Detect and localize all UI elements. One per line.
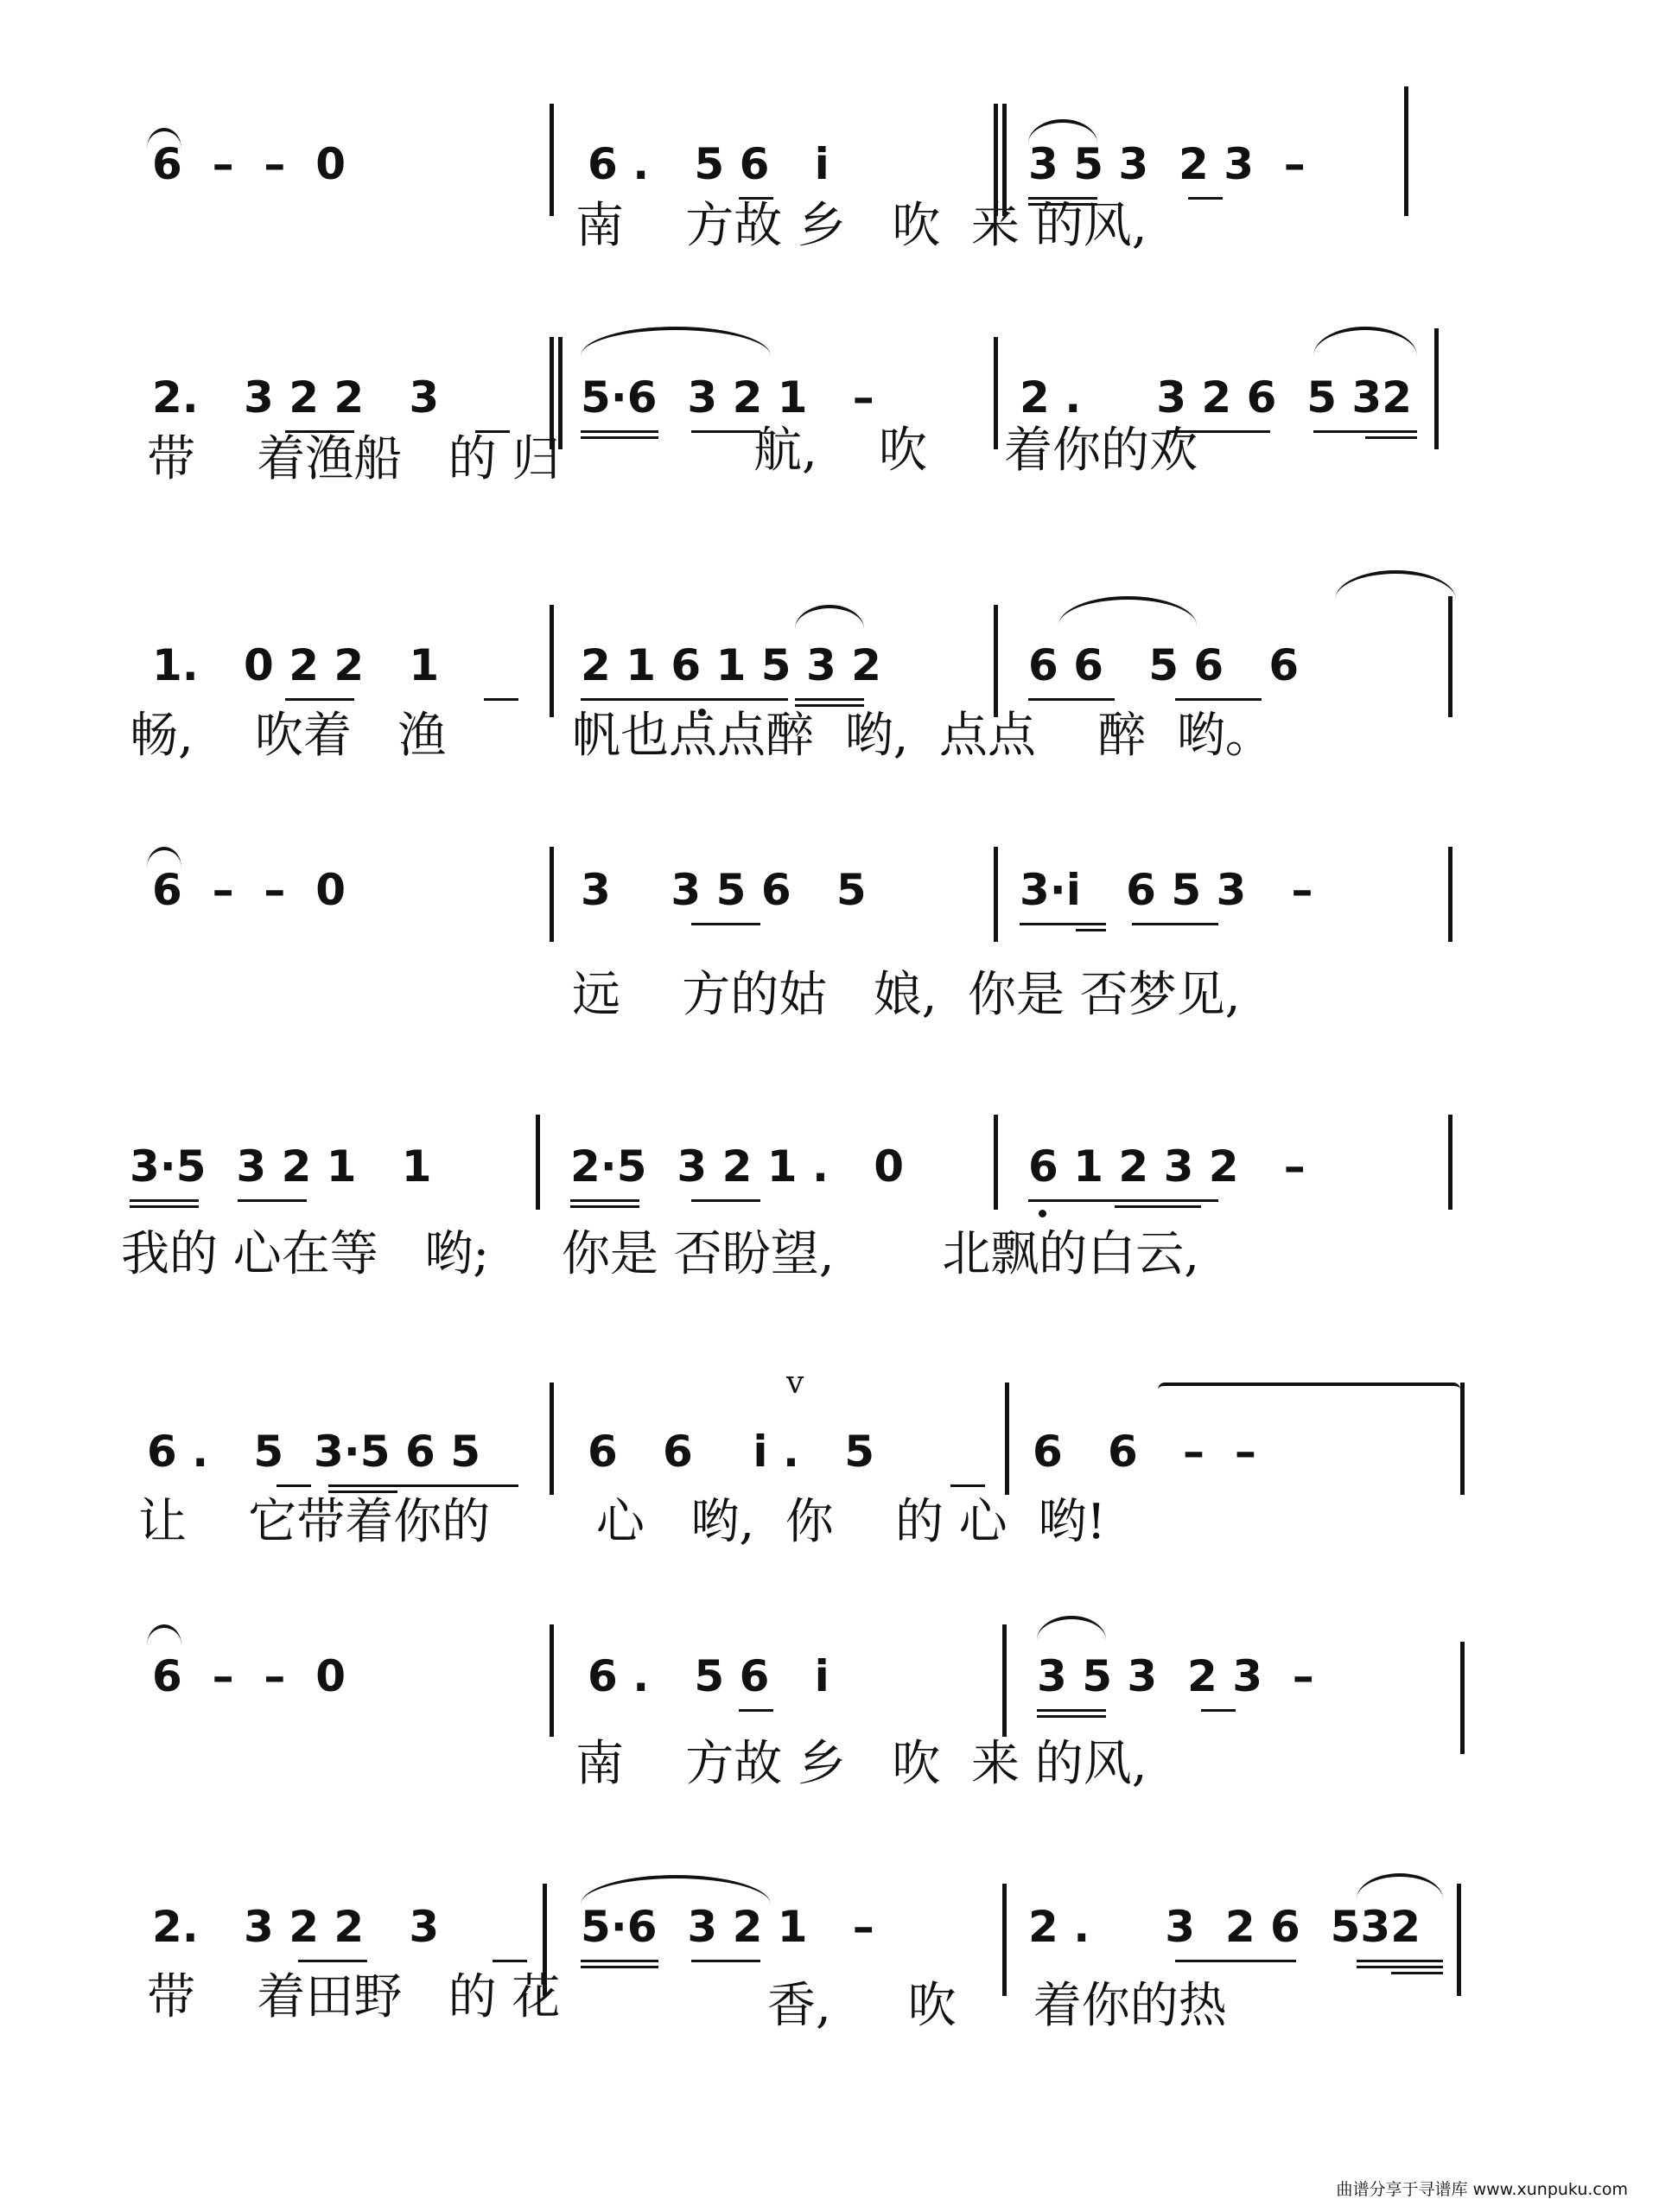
underline	[1028, 1199, 1218, 1202]
underline	[1115, 1205, 1201, 1208]
lyric-line-b: 航, 吹 着你的欢	[753, 423, 1198, 479]
measure-3: 3·i 6 5 3 –	[1020, 865, 1313, 915]
underline	[276, 1484, 311, 1487]
underline	[285, 698, 354, 701]
barline	[1002, 1624, 1007, 1737]
underline	[298, 1960, 367, 1962]
slur	[1357, 1873, 1443, 1899]
barline	[1457, 1884, 1461, 1996]
lyric-line-a: 畅, 吹着 渔	[130, 708, 447, 764]
barline	[994, 1115, 998, 1210]
measure-3: 2 . 3 2 6 5 32	[1020, 372, 1413, 423]
measure-1: 6 – – 0	[152, 1651, 346, 1701]
underline	[1201, 1709, 1236, 1712]
underline	[691, 1199, 760, 1202]
lyric-line-a: 带 着渔船 的 归	[147, 431, 561, 487]
underline	[581, 1966, 658, 1968]
measure-1: 2. 3 2 2 3	[152, 1902, 440, 1952]
barline	[1448, 847, 1452, 942]
underline	[739, 1709, 773, 1712]
underline	[1020, 923, 1106, 925]
slur	[1058, 596, 1197, 626]
measure-2: 5·6 3 2 1 –	[581, 372, 874, 423]
underline	[691, 430, 760, 433]
underline	[1132, 923, 1218, 925]
barline	[550, 605, 554, 717]
underline	[570, 1199, 639, 1202]
barline	[1460, 1382, 1465, 1495]
lyric-line-a: 我的 心在等 哟;	[121, 1226, 490, 1282]
underline	[130, 1199, 199, 1202]
footer-watermark: 曲谱分享于寻谱库 www.xunpuku.com	[1336, 2180, 1628, 2199]
barline	[550, 847, 554, 942]
underline	[570, 1205, 639, 1208]
underline	[795, 698, 864, 701]
underline	[691, 923, 760, 925]
barline	[1448, 1115, 1452, 1210]
measure-3: 6 6 – –	[1033, 1427, 1256, 1477]
slur	[795, 605, 864, 629]
slur	[147, 1624, 181, 1645]
barline	[536, 1115, 540, 1210]
underline	[950, 1484, 985, 1487]
measure-1: 6 – – 0	[152, 865, 346, 915]
measure-3: 3 5 3 2 3 –	[1028, 139, 1306, 189]
lyric-line-b: 南 方故 乡 吹 来 的风,	[575, 198, 1147, 254]
underline	[328, 1491, 397, 1493]
underline	[484, 698, 518, 701]
underline	[328, 1484, 518, 1487]
underline	[1365, 436, 1417, 439]
underline	[1028, 698, 1115, 701]
lyric-line-b: 南 方故 乡 吹 来 的风,	[575, 1736, 1147, 1792]
measure-3: 3 5 3 2 3 –	[1037, 1651, 1314, 1701]
low-octave-dot	[1039, 1210, 1046, 1217]
lyric-line-b: 你是 否盼望, 北飘的白云,	[562, 1226, 1200, 1282]
measure-1: 6 . 5 3·5 6 5	[147, 1427, 480, 1477]
measure-2: 2 1 6 1 5 3 2	[581, 640, 881, 690]
underline	[795, 704, 864, 707]
score-line-2	[0, 311, 1659, 570]
slur	[1335, 570, 1456, 600]
score-line-3	[0, 570, 1659, 830]
barline	[550, 104, 554, 216]
lyric-line-b: 香, 吹 着你的热	[767, 1978, 1227, 2034]
measure-2: 5·6 3 2 1 –	[581, 1902, 874, 1952]
score-line-1	[0, 69, 1659, 328]
barline	[550, 1624, 554, 1737]
slur	[1037, 1616, 1106, 1640]
lyric-line-b: 心 哟, 你 的 心 哟!	[596, 1494, 1106, 1550]
underline	[581, 436, 658, 439]
underline	[1391, 1972, 1443, 1974]
score-line-7	[0, 1607, 1659, 1866]
barline	[1448, 596, 1452, 717]
underline	[581, 698, 788, 701]
underline	[1037, 1715, 1106, 1718]
underline	[581, 430, 658, 433]
measure-3: 2 . 3 2 6 532	[1028, 1902, 1421, 1952]
slur	[1313, 327, 1417, 356]
lyric-line-a: 让 它带着你的	[138, 1494, 491, 1550]
underline	[493, 1960, 527, 1962]
tie	[1158, 1382, 1460, 1400]
measure-2: 2·5 3 2 1 . 0	[570, 1141, 904, 1192]
underline	[1037, 1709, 1106, 1712]
underline	[691, 1960, 760, 1962]
underline	[238, 1199, 307, 1202]
measure-3: 6 1 2 3 2 –	[1028, 1141, 1306, 1192]
score-line-6	[0, 1348, 1659, 1607]
underline	[1076, 929, 1106, 931]
barline	[994, 605, 998, 717]
breath-mark: v	[786, 1365, 804, 1401]
underline	[1357, 1966, 1443, 1968]
underline	[1175, 698, 1262, 701]
slur	[581, 1875, 771, 1904]
barline	[1005, 1382, 1009, 1495]
measure-1: 2. 3 2 2 3	[152, 372, 440, 423]
underline	[1313, 430, 1417, 433]
underline	[1175, 1960, 1296, 1962]
measure-1: 3·5 3 2 1 1	[130, 1141, 432, 1192]
measure-1: 6 – – 0	[152, 139, 346, 189]
barline	[1434, 328, 1439, 449]
measure-2: 6 . 5 6 i	[588, 1651, 830, 1701]
measure-2: 3 3 5 6 5	[581, 865, 867, 915]
lyric-line-b: 帆也点点醉 哟, 点点 醉 哟。	[572, 708, 1274, 764]
lyric-line-b: 远 方的姑 娘, 你是 否梦见,	[572, 967, 1241, 1023]
underline	[581, 1960, 658, 1962]
underline	[130, 1205, 199, 1208]
barline	[1460, 1642, 1465, 1754]
score-line-8	[0, 1866, 1659, 2126]
barline	[1404, 86, 1408, 216]
barline	[994, 847, 998, 942]
measure-2: 6 . 5 6 i	[588, 139, 830, 189]
measure-1: 1. 0 2 2 1	[152, 640, 440, 690]
score-line-4	[0, 830, 1659, 1089]
underline	[1188, 197, 1223, 200]
lyric-line-a: 带 着田野 的 花	[147, 1969, 561, 2025]
underline	[1357, 1960, 1443, 1962]
score-line-5	[0, 1089, 1659, 1348]
measure-3: 6 6 5 6 6	[1028, 640, 1300, 690]
slur	[581, 327, 771, 356]
measure-2: 6 6 i . 5	[588, 1427, 874, 1477]
barline	[550, 1382, 554, 1495]
